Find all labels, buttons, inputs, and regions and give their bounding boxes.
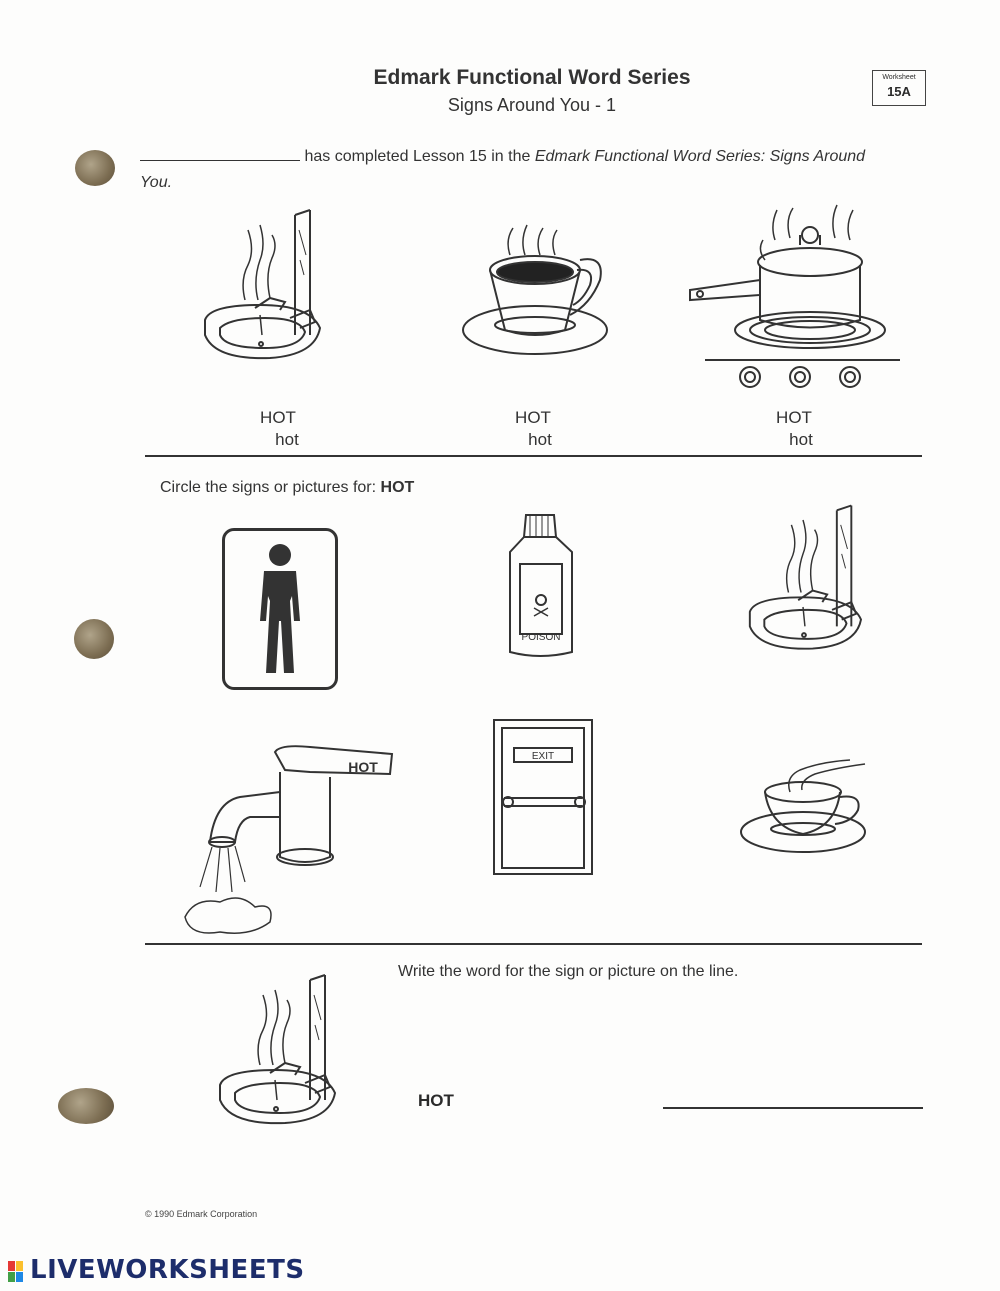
hot-sink-picture-1: [200, 210, 350, 390]
hot-sink-picture-final: [215, 975, 365, 1155]
example-label-upper-1: HOT: [260, 408, 296, 427]
example-label-lower-2: hot: [528, 430, 552, 449]
poison-bottle-option[interactable]: [500, 512, 582, 664]
answer-line[interactable]: [663, 1107, 923, 1109]
circle-target-word: HOT: [380, 479, 415, 496]
worksheet-subtitle: Signs Around You - 1: [447, 95, 617, 115]
write-instruction: Write the word for the sign or picture on the line.: [398, 963, 739, 980]
hot-coffee-picture: [465, 220, 625, 370]
series-name: Edmark Functional Word Series: Signs Around: [534, 148, 866, 165]
example-label-upper-2: HOT: [515, 408, 551, 427]
final-sign-word: HOT: [418, 1091, 454, 1110]
exit-door-option[interactable]: [492, 718, 594, 876]
liveworksheets-brand[interactable]: LIVEWORKSHEETS: [30, 1255, 305, 1285]
worksheet-label: Worksheet: [882, 74, 916, 81]
hot-stove-pot-picture: [685, 200, 915, 395]
series-name-end: You.: [140, 174, 173, 191]
example-label-upper-3: HOT: [776, 408, 812, 427]
worksheet-title: Edmark Functional Word Series: [373, 66, 691, 89]
section-divider-2: [145, 943, 922, 945]
liveworksheets-logo-icon: [8, 1261, 32, 1283]
worksheet-number-box: [872, 70, 926, 106]
circle-instruction-text: Circle the signs or pictures for:: [160, 479, 377, 496]
faucet-hot-label: HOT: [348, 759, 378, 775]
section-divider-1: [145, 455, 922, 457]
mens-restroom-sign-option[interactable]: [222, 528, 338, 690]
hot-sink-option[interactable]: [745, 505, 890, 680]
copyright-notice: © 1990 Edmark Corporation: [145, 1209, 258, 1219]
hot-faucet-option[interactable]: [180, 742, 395, 942]
worksheet-number: 15A: [887, 84, 911, 99]
punch-hole-middle: [74, 619, 114, 659]
completion-text: has completed Lesson 15 in the: [304, 148, 535, 165]
man-figure-icon: [250, 541, 310, 676]
example-label-lower-3: hot: [789, 430, 813, 449]
punch-hole-top: [75, 150, 115, 186]
punch-hole-bottom: [58, 1088, 114, 1124]
completion-statement: [140, 144, 940, 196]
student-name-blank[interactable]: [140, 146, 300, 161]
hot-tea-cup-option[interactable]: [740, 752, 875, 860]
exit-label: EXIT: [531, 751, 555, 762]
poison-label: POISON: [521, 632, 561, 643]
circle-instruction: [160, 479, 414, 497]
example-label-lower-1: hot: [275, 430, 299, 449]
